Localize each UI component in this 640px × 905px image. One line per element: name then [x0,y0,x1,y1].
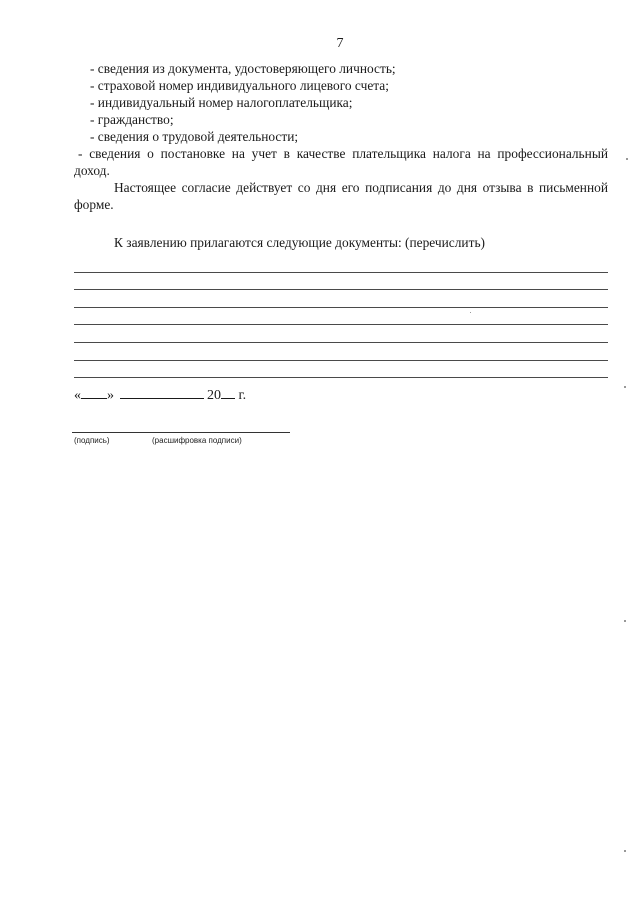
attachments-intro: К заявлению прилагаются следующие документы: (перечислить) [114,235,486,250]
year-prefix: 20 [207,388,221,403]
blank-line [74,290,608,308]
date-close-quote: » [107,388,114,403]
scan-speck [624,620,626,622]
month-blank [120,386,204,399]
blank-line [74,361,608,379]
signature-transcript-label: (расшифровка подписи) [152,436,242,445]
date-open-quote: « [74,388,81,403]
signature-line [72,432,290,433]
scan-speck [470,312,471,313]
consent-paragraph: Настоящее согласие действует со дня его подписания до дня отзыва в письменной форме. [74,180,608,212]
attachments-blank-lines [74,255,608,378]
list-item-employment-info: - сведения о трудовой деятельности; [90,129,299,144]
scan-speck [624,850,626,852]
page-number: 7 [336,36,344,51]
blank-line [74,343,608,361]
scan-speck [624,386,626,388]
list-item-citizenship: - гражданство; [90,112,174,127]
list-item-insurance-number: - страховой номер индивидуального лицевого счета; [90,78,389,93]
document-body [74,60,608,378]
signature-label: (подпись) [74,436,110,445]
year-blank [221,386,235,399]
blank-line [74,273,608,291]
blank-line [74,325,608,343]
list-item-tax-registration: - сведения о постановке на учет в качестве плательщика налога на профессиональный доход. [74,146,608,178]
date-field [74,386,246,404]
list-item-identity-document: - сведения из документа, удостоверяющего личность; [90,61,396,76]
year-suffix: г. [235,388,247,403]
blank-line [74,308,608,326]
day-blank [81,386,107,399]
list-item-taxpayer-number: - индивидуальный номер налогоплательщика; [90,95,353,110]
blank-line [74,255,608,273]
scan-speck [626,158,628,160]
